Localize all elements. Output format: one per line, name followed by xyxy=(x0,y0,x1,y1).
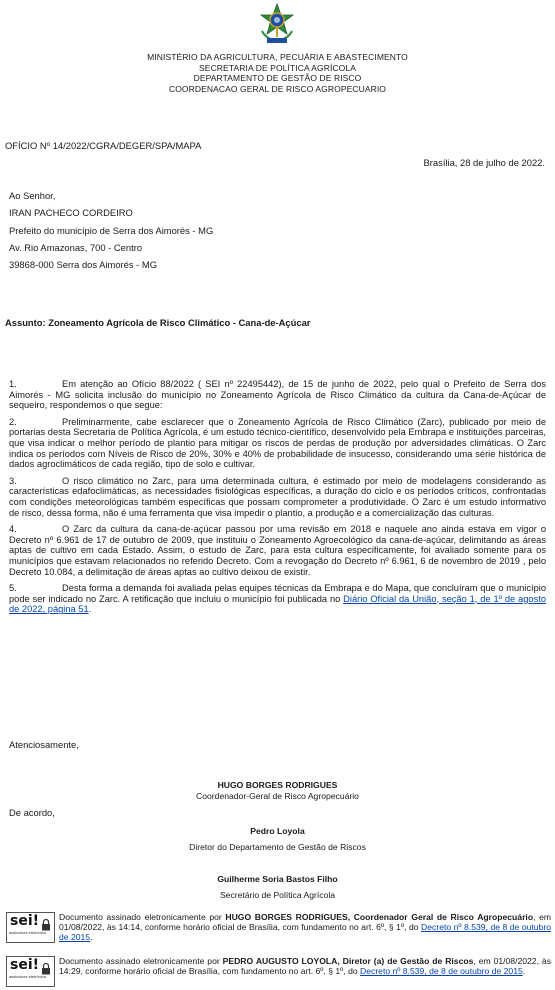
signature-block xyxy=(0,780,555,802)
paragraph: 1. Em atenção ao Ofício 88/2022 ( SEI nº 22495442), de 15 de junho de 2022, pelo qual o Prefeito de Serra dos Aimorés - MG solicita inclusão do município no Zoneamento Agrícola de Risco Climático da cultura da Cana-de-Açúcar de sequeiro, respondemos o que segue: xyxy=(9,379,546,411)
recipient-name: IRAN PACHECO CORDEIRO xyxy=(9,207,133,219)
approval-note: De acordo, xyxy=(9,807,55,818)
electronic-signature-stamp: sei! assinatura eletrônica Documento assinado eletronicamente por HUGO BORGES RODRIGUES, Coordenador Geral de Risco Agropecuário, em 01/08/2022, às 14:14, conforme horário oficial de Brasília, com fundamento no art. 6º, § 1º, do Decreto nº 8.539, de 8 de outubro de 2015. xyxy=(6,910,552,946)
department-name: DEPARTAMENTO DE GESTÃO DE RISCO xyxy=(193,73,362,83)
salutation: Ao Senhor, xyxy=(9,190,56,201)
signer-name: Guilherme Soria Bastos Filho xyxy=(217,874,338,884)
signer-name: HUGO BORGES RODRIGUES xyxy=(217,780,338,790)
lock-icon xyxy=(41,962,51,975)
subject-line: Assunto: Zoneamento Agrícola de Risco Climático - Cana-de-Açúcar xyxy=(5,317,311,328)
signer-name: PEDRO AUGUSTO LOYOLA, Diretor (a) de Gestão de Riscos xyxy=(222,956,474,966)
closing: Atenciosamente, xyxy=(9,739,79,750)
sei-logo: sei! assinatura eletrônica xyxy=(6,956,55,987)
signer-role: Coordenador-Geral de Risco Agropecuário xyxy=(196,791,359,801)
paragraph: 2. Preliminarmente, cabe esclarecer que o Zoneamento Agrícola de Risco Climático (Zarc), publicado por meio de portarias desta Secretaria de Política Agrícola, é um estudo técnico-científico, desenvolvido pela Embrapa e instituições parceiras, que visa indicar o melhor período de plantio para mitigar os riscos de perdas de produção por adversidades climáticas. O Zarc indica os períodos com Níveis de Risco de 20%, 30% e 40% de probabilidade de insucesso, considerando uma série histórica de dados agroclimáticos de cada região, tipo de solo e cultivar. xyxy=(9,416,546,470)
decree-link[interactable]: Decreto nº 8.539, de 8 de outubro de 2015 xyxy=(360,966,523,977)
recipient-street: Av. Rio Amazonas, 700 - Centro xyxy=(9,241,143,253)
signer-name: Pedro Loyola xyxy=(250,826,305,836)
recipient-city: 39868-000 Serra dos Aimorés - MG xyxy=(9,259,157,271)
dou-publication-link[interactable]: Diário Oficial da União, seção 1, de 1º de agosto de 2022, página 51 xyxy=(9,593,546,615)
sei-logo: sei! assinatura eletrônica xyxy=(6,912,55,943)
paragraph: 3. O risco climático no Zarc, para uma determinada cultura, é estimado por meio de modelagens considerando as características edafoclimáticas, as necessidades fisiológicas específicas, a duração do ciclo e os períodos críticos, confrontadas com condições meteorológicas também específicas que possam comprometer a produtividade. O Zarc é um estudo informativo de risco, dessa forma, não é uma ferramenta que visa impedir o plantio, a produção e a comercialização das culturas. xyxy=(9,475,546,518)
letter-body xyxy=(9,379,546,621)
coat-of-arms-icon xyxy=(256,3,298,45)
recipient-address xyxy=(9,190,213,276)
letterhead xyxy=(0,52,555,94)
letter-date: Brasília, 28 de julho de 2022. xyxy=(423,157,545,168)
ministry-name: MINISTÉRIO DA AGRICULTURA, PECUÁRIA E ABASTECIMENTO xyxy=(147,52,408,62)
decree-link[interactable]: Decreto nº 8.539, de 8 de outubro de 2015 xyxy=(59,922,551,943)
paragraph: 5. Desta forma a demanda foi avaliada pelas equipes técnicas da Embrapa e do Mapa, que concluíram que o município pode ser indicado no Zarc. A retificação que incluiu o município foi publicada no Diário Oficial da União, seção 1, de 1º de agosto de 2022, página 51. xyxy=(9,583,546,615)
signer-name: HUGO BORGES RODRIGUES, Coordenador Geral de Risco Agropecuário xyxy=(225,912,534,922)
recipient-title: Prefeito do município de Serra dos Aimorés - MG xyxy=(9,224,214,236)
signer-role: Secretário de Política Agrícola xyxy=(219,890,336,900)
signer-role: Diretor do Departamento de Gestão de Riscos xyxy=(189,842,366,852)
lock-icon xyxy=(41,918,51,931)
electronic-signature-stamp: sei! assinatura eletrônica Documento assinado eletronicamente por PEDRO AUGUSTO LOYOLA, Diretor (a) de Gestão de Riscos, em 01/08/2022, às 14:29, conforme horário oficial de Brasília, com fundamento no art. 6º, § 1º, do Decreto nº 8.539, de 8 de outubro de 2015. xyxy=(6,954,552,990)
coordination-name: COORDENACAO GERAL DE RISCO AGROPECUARIO xyxy=(168,83,387,94)
oficio-number: OFÍCIO Nº 14/2022/CGRA/DEGER/SPA/MAPA xyxy=(5,140,202,151)
secretariat-name: SECRETARIA DE POLÍTICA AGRÍCOLA xyxy=(199,62,356,73)
paragraph: 4. O Zarc da cultura da cana-de-açúcar passou por uma revisão em 2018 e naquele ano ainda estava em vigor o Decreto nº 6.961 de 17 de outubro de 2009, que instituiu o Zoneamento Agroecológico da cana-de-açúcar, delimitando as áreas aptas de cultivo em cada Estado. Assim, o estudo de Zarc, para esta cultura especificamente, foi avaliado somente para os municípios que estavam relacionados no referido Decreto. Com a revogação do Decreto nº 6.961, 6 de novembro de 2019 , pelo Decreto 10.084, a delimitação de áreas aptas ao cultivo deixou de existir. xyxy=(9,524,546,577)
signature-block xyxy=(0,824,555,854)
signature-block xyxy=(0,872,555,902)
